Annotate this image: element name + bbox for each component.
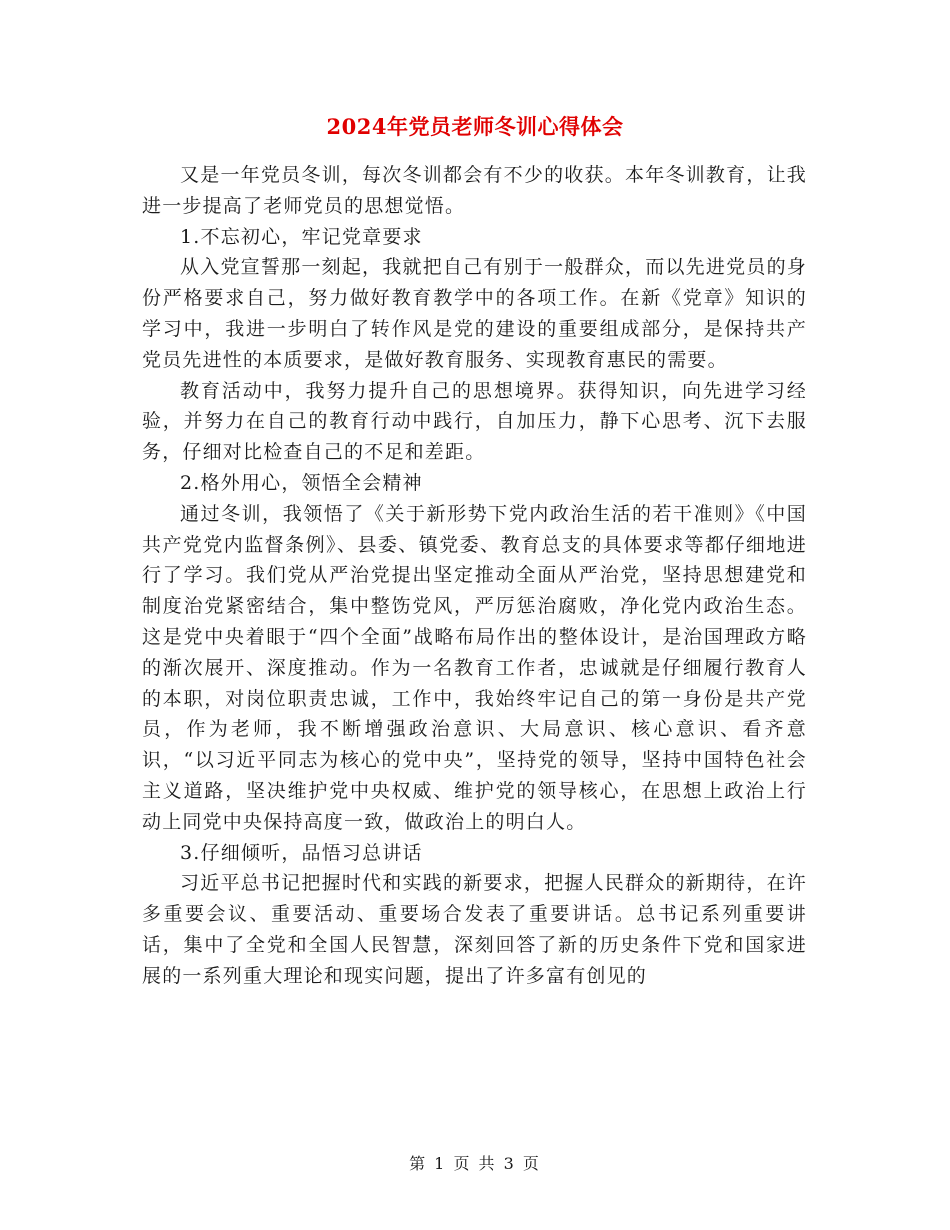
page-number-footer: 第 1 页 共 3 页: [409, 1154, 541, 1173]
document-title: 2024年党员老师冬训心得体会: [326, 114, 624, 139]
paragraph-section-1a: 从入党宣誓那一刻起，我就把自己有别于一般群众，而以先进党员的身份严格要求自己，努力做好教育教学中的各项工作。在新《党章》知识的学习中，我进一步明白了转作风是党的建设的重要组成部分，是保持共产党员先进性的本质要求，是做好教育服务、实现教育惠民的需要。: [142, 256, 807, 371]
paragraph-section-1b: 教育活动中，我努力提升自己的思想境界。获得知识，向先进学习经验，并努力在自己的教育行动中践行，自加压力，静下心思考、沉下去服务，仔细对比检查自己的不足和差距。: [142, 379, 807, 464]
document-body: [142, 160, 807, 992]
paragraph-section-3: 习近平总书记把握时代和实践的新要求，把握人民群众的新期待，在许多重要会议、重要活动、重要场合发表了重要讲话。总书记系列重要讲话，集中了全党和全国人民智慧，深刻回答了新的历史条件下党和国家进展的一系列重大理论和现实问题，提出了许多富有创见的: [142, 872, 807, 987]
section-heading-1: 1.不忘初心，牢记党章要求: [180, 225, 423, 248]
section-heading-3: 3.仔细倾听，品悟习总讲话: [180, 841, 423, 864]
section-heading-2: 2.格外用心，领悟全会精神: [180, 471, 423, 494]
paragraph-section-2: 通过冬训，我领悟了《关于新形势下党内政治生活的若干准则》《中国共产党党内监督条例》、县委、镇党委、教育总支的具体要求等都仔细地进行了学习。我们党从严治党提出坚定推动全面从严治党，坚持思想建党和制度治党紧密结合，集中整饬党风，严厉惩治腐败，净化党内政治生态。这是党中央着眼于“四个全面”战略布局作出的整体设计，是治国理政方略的渐次展开、深度推动。作为一名教育工作者，忠诚就是仔细履行教育人的本职，对岗位职责忠诚，工作中，我始终牢记自己的第一身份是共产党员，作为老师，我不断增强政治意识、大局意识、核心意识、看齐意识，“以习近平同志为核心的党中央”，坚持党的领导，坚持中国特色社会主义道路，坚决维护党中央权威、维护党的领导核心，在思想上政治上行动上同党中央保持高度一致，做政治上的明白人。: [142, 502, 807, 833]
paragraph-intro: 又是一年党员冬训，每次冬训都会有不少的收获。本年冬训教育，让我进一步提高了老师党员的思想觉悟。: [142, 164, 807, 217]
